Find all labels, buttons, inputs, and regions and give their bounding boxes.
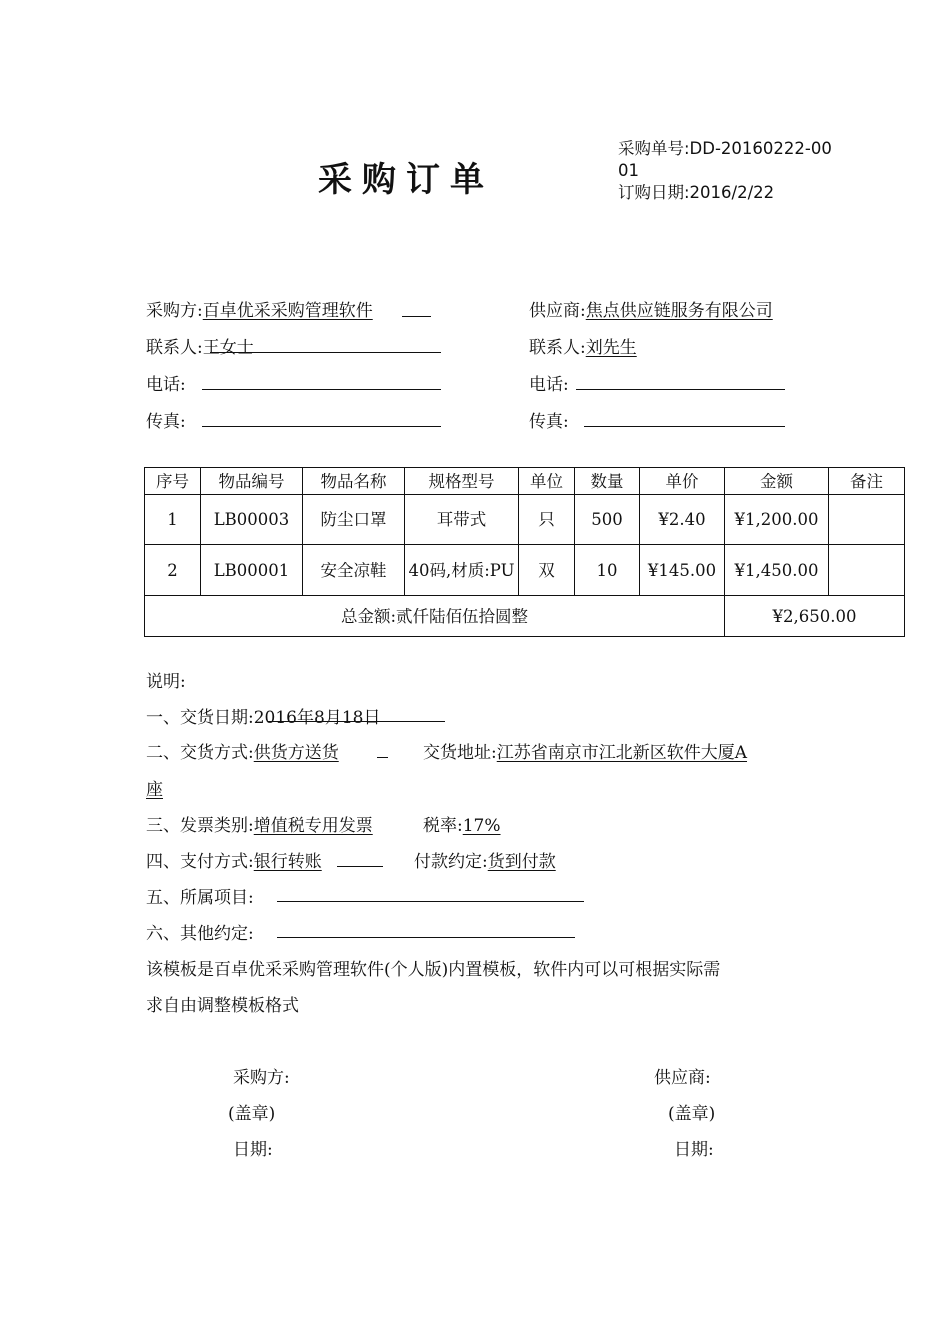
sign-supplier-seal: (盖章) (668, 1104, 716, 1124)
delivery-method-value: 供货方送货 (253, 743, 339, 763)
delivery-address-row (423, 738, 747, 763)
payment-terms-label: 付款约定: (414, 852, 488, 872)
buyer-fax-label: 传真: (146, 412, 186, 432)
table-row (145, 495, 905, 545)
table-cell: ¥145.00 (640, 545, 725, 596)
total-value: ¥2,650.00 (725, 596, 905, 637)
buyer-contact-underline (210, 352, 441, 353)
table-total-row (145, 596, 905, 637)
table-cell: ¥1,200.00 (725, 495, 829, 545)
items-table (144, 467, 905, 637)
order-info-box (618, 138, 833, 202)
delivery-address-label: 交货地址: (423, 743, 497, 763)
invoice-label: 三、发票类别: (146, 816, 254, 836)
tax-value: 17% (462, 816, 501, 836)
col-header: 物品编号 (201, 468, 303, 495)
col-header: 序号 (145, 468, 201, 495)
payment-value: 银行转账 (253, 852, 322, 872)
project-field (277, 901, 584, 902)
delivery-address-value: 江苏省南京市江北新区软件大厦A (496, 743, 748, 763)
other-field (277, 937, 575, 938)
table-cell: 2 (145, 545, 201, 596)
supplier-name-label: 供应商: (529, 301, 586, 321)
supplier-name-row (529, 296, 773, 321)
table-cell (829, 495, 905, 545)
supplier-contact-value: 刘先生 (585, 338, 637, 358)
table-cell: ¥1,450.00 (725, 545, 829, 596)
table-cell: 40码,材质:PU (405, 545, 519, 596)
supplier-contact-row (529, 333, 637, 358)
buyer-name-value: 百卓优采采购管理软件 (202, 301, 373, 321)
table-cell: 安全凉鞋 (303, 545, 405, 596)
table-cell: 500 (575, 495, 640, 545)
col-header: 规格型号 (405, 468, 519, 495)
col-header: 数量 (575, 468, 640, 495)
table-cell: 耳带式 (405, 495, 519, 545)
delivery-method-label: 二、交货方式: (146, 743, 254, 763)
page-title: 采购订单 (318, 160, 494, 200)
tax-row (423, 811, 501, 836)
sign-buyer-date: 日期: (233, 1140, 273, 1160)
order-date: 订购日期:2016/2/22 (618, 183, 775, 202)
table-cell: 10 (575, 545, 640, 596)
sign-buyer-seal: (盖章) (228, 1104, 276, 1124)
table-cell: ¥2.40 (640, 495, 725, 545)
table-row (145, 545, 905, 596)
col-header: 金额 (725, 468, 829, 495)
supplier-fax-label: 传真: (529, 412, 569, 432)
table-cell: 只 (519, 495, 575, 545)
table-cell: 1 (145, 495, 201, 545)
delivery-date-row (146, 703, 380, 728)
buyer-phone-field (202, 389, 441, 390)
total-label: 总金额:贰仟陆佰伍拾圆整 (145, 596, 725, 637)
invoice-row (146, 811, 373, 836)
sign-buyer-label: 采购方: (233, 1068, 290, 1088)
buyer-contact-label: 联系人: (146, 338, 203, 358)
order-number: 采购单号:DD-20160222-0001 (618, 139, 832, 180)
remark-line-2: 求自由调整模板格式 (146, 996, 299, 1016)
buyer-fax-field (202, 426, 441, 427)
invoice-value: 增值税专用发票 (253, 816, 373, 836)
supplier-fax-field (584, 426, 785, 427)
table-cell: LB00001 (201, 545, 303, 596)
sign-supplier-date: 日期: (674, 1140, 714, 1160)
buyer-name-label: 采购方: (146, 301, 203, 321)
table-cell: 双 (519, 545, 575, 596)
table-cell (829, 545, 905, 596)
delivery-address-cont: 座 (146, 780, 163, 800)
buyer-name-row (146, 296, 373, 321)
delivery-method-row (146, 738, 339, 763)
delivery-date-value: 2016年8月18日 (253, 708, 381, 728)
table-header-row (145, 468, 905, 495)
supplier-phone-label: 电话: (529, 375, 569, 395)
sign-supplier-label: 供应商: (654, 1068, 711, 1088)
payment-terms-value: 货到付款 (487, 852, 556, 872)
buyer-contact-row (146, 333, 254, 358)
col-header: 单位 (519, 468, 575, 495)
project-label: 五、所属项目: (146, 888, 254, 908)
supplier-contact-label: 联系人: (529, 338, 586, 358)
payment-terms-row (414, 847, 556, 872)
col-header: 备注 (829, 468, 905, 495)
payment-row (146, 847, 322, 872)
notes-heading: 说明: (146, 672, 186, 692)
supplier-phone-field (576, 389, 785, 390)
buyer-phone-label: 电话: (146, 375, 186, 395)
other-label: 六、其他约定: (146, 924, 254, 944)
delivery-date-underline (268, 721, 445, 722)
remark-line-1: 该模板是百卓优采采购管理软件(个人版)内置模板，软件内可以可根据实际需 (146, 960, 721, 980)
tax-label: 税率: (423, 816, 463, 836)
col-header: 单价 (640, 468, 725, 495)
delivery-date-label: 一、交货日期: (146, 708, 254, 728)
col-header: 物品名称 (303, 468, 405, 495)
buyer-contact-value: 王女士 (202, 338, 254, 358)
supplier-name-value: 焦点供应链服务有限公司 (585, 301, 773, 321)
payment-label: 四、支付方式: (146, 852, 254, 872)
table-cell: 防尘口罩 (303, 495, 405, 545)
table-cell: LB00003 (201, 495, 303, 545)
